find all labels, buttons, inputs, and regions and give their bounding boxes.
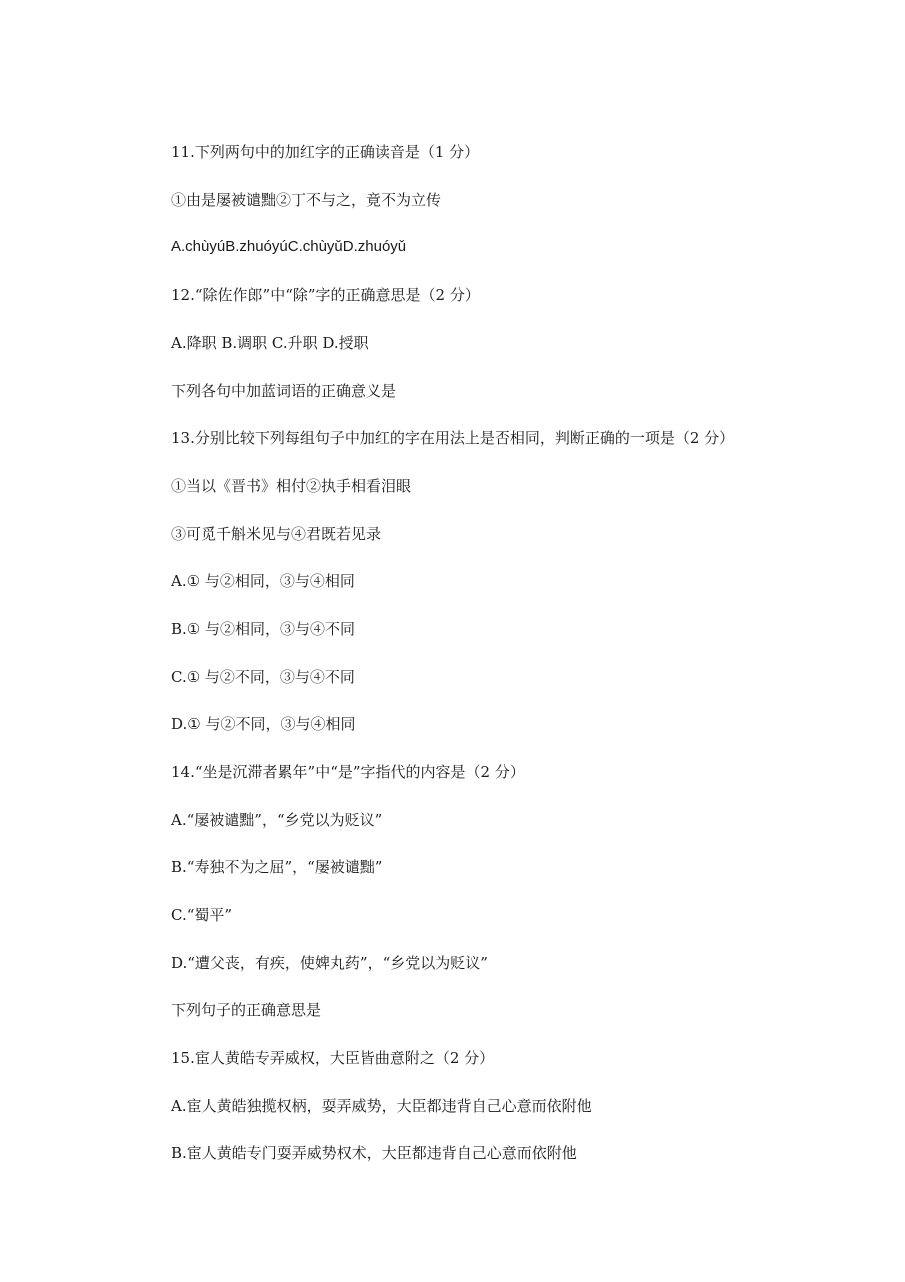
- question-11-options: A.chùyúB.zhuóyúC.chùyǔD.zhuóyǔ: [171, 238, 407, 255]
- section-instruction-sentences: 下列句子的正确意思是: [171, 1001, 322, 1019]
- question-14-title: 14.“坐是沉滞者累年”中“是”字指代的内容是（2 分）: [171, 763, 525, 781]
- question-14-option-a: A.“屡被谴黜”，“乡党以为贬议”: [171, 811, 383, 829]
- question-11-sentences: ①由是屡被谴黜②丁不与之，竟不为立传: [171, 191, 442, 209]
- question-13-sentences-2: ③可觅千斛米见与④君既若见录: [171, 525, 382, 543]
- question-12-options: A.降职 B.调职 C.升职 D.授职: [171, 334, 369, 352]
- question-13-option-c: C.① 与②不同，③与④不同: [171, 668, 355, 686]
- question-11-title: 11.下列两句中的加红字的正确读音是（1 分）: [171, 143, 480, 161]
- question-14-option-d: D.“遭父丧，有疾，使婢丸药”，“乡党以为贬议”: [171, 954, 488, 972]
- question-14-option-b: B.“寿独不为之屈”，“屡被谴黜”: [171, 858, 383, 876]
- question-14-option-c: C.“蜀平”: [171, 906, 233, 924]
- question-13-option-d: D.① 与②不同，③与④相同: [171, 715, 356, 733]
- question-15-title: 15.宦人黄皓专弄威权，大臣皆曲意附之（2 分）: [171, 1049, 495, 1067]
- question-15-option-a: A.宦人黄皓独揽权柄，耍弄威势，大臣都违背自己心意而依附他: [171, 1097, 592, 1115]
- section-instruction-words: 下列各句中加蓝词语的正确意义是: [171, 382, 397, 400]
- question-13-option-b: B.① 与②相同，③与④不同: [171, 620, 356, 638]
- question-15-option-b: B.宦人黄皓专门耍弄威势权术，大臣都违背自己心意而依附他: [171, 1144, 577, 1162]
- question-13-title: 13.分别比较下列每组句子中加红的字在用法上是否相同，判断正确的一项是（2 分）: [171, 429, 735, 447]
- question-12-title: 12.“除佐作郎”中“除”字的正确意思是（2 分）: [171, 286, 480, 304]
- question-13-option-a: A.① 与②相同，③与④相同: [171, 572, 355, 590]
- question-13-sentences-1: ①当以《晋书》相付②执手相看泪眼: [171, 477, 412, 495]
